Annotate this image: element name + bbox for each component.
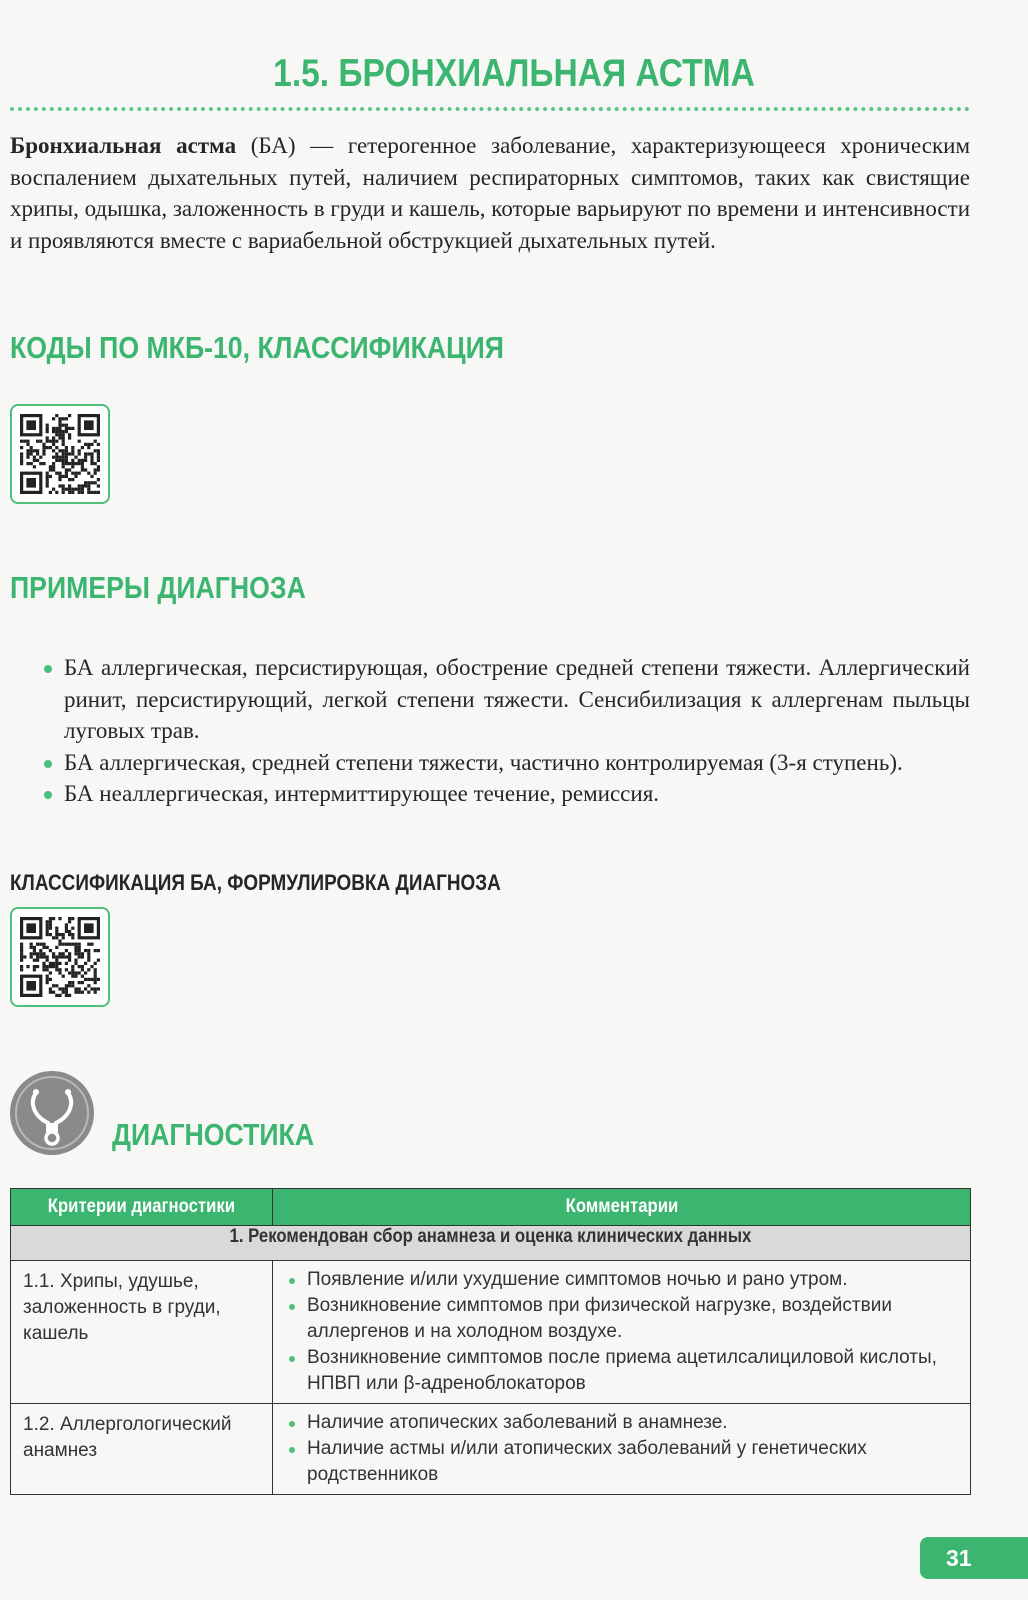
section-heading-classification: КЛАССИФИКАЦИЯ БА, ФОРМУЛИРОВКА ДИАГНОЗА xyxy=(10,870,501,895)
intro-term: Бронхиальная астма xyxy=(10,133,237,158)
header-criteria: Критерии диагностики xyxy=(11,1189,273,1226)
diagnosis-examples-list xyxy=(42,652,970,810)
section-heading-diagnostics: ДИАГНОСТИКА xyxy=(112,1117,315,1152)
comment-item: Наличие атопических заболеваний в анамнезе. xyxy=(285,1410,960,1436)
list-item: БА аллергическая, персистирующая, обострение средней степени тяжести. Аллергический ринит, персистирующий, легкой степени тяжести. Сенсибилизация к аллергенам пыльцы луговых трав. xyxy=(42,652,970,747)
diagnostics-badge xyxy=(10,1071,94,1155)
page-number: 31 xyxy=(920,1537,1028,1579)
qr-code-icd[interactable] xyxy=(10,404,110,504)
comments-cell xyxy=(273,1404,971,1495)
comments-cell xyxy=(273,1261,971,1404)
intro-text: (БА) — гетерогенное заболевание, характеризующееся хроническим воспалением дыхательных путей, наличием респираторных симптомов, таких как свистящие хрипы, одышка, заложенность в груди и кашель, которые варьируют по времени и интенсивности и проявляются вместе с вариабельной обструкцией дыхательных путей. xyxy=(10,133,970,253)
qr-code-icon xyxy=(20,414,100,494)
table-header-row xyxy=(11,1189,971,1226)
criterion-cell: 1.1. Хрипы, удушье, заложенность в груди, кашель xyxy=(11,1261,273,1404)
comment-item: Появление и/или ухудшение симптомов ночью и рано утром. xyxy=(285,1267,960,1293)
comment-item: Возникновение симптомов при физической нагрузке, воздействии аллергенов и на холодном воздухе. xyxy=(285,1293,960,1345)
table-row xyxy=(11,1404,971,1495)
stethoscope-icon xyxy=(10,1071,94,1155)
title-dotted-divider xyxy=(10,107,970,111)
table-row xyxy=(11,1261,971,1404)
diagnostics-table xyxy=(10,1188,971,1495)
group-title: 1. Рекомендован сбор анамнеза и оценка клинических данных xyxy=(11,1226,971,1261)
criterion-cell: 1.2. Аллергологический анамнез xyxy=(11,1404,273,1495)
intro-paragraph xyxy=(10,130,970,256)
section-heading-examples: ПРИМЕРЫ ДИАГНОЗА xyxy=(10,570,306,605)
comment-item: Наличие астмы и/или атопических заболеваний у генетических родственников xyxy=(285,1436,960,1488)
header-comments: Комментарии xyxy=(273,1189,971,1226)
qr-code-classification[interactable] xyxy=(10,907,110,1007)
list-item: БА неаллергическая, интермиттирующее течение, ремиссия. xyxy=(42,778,970,810)
page-title: 1.5. БРОНХИАЛЬНАЯ АСТМА xyxy=(273,52,755,95)
section-heading-icd: КОДЫ ПО МКБ-10, КЛАССИФИКАЦИЯ xyxy=(10,330,504,365)
list-item: БА аллергическая, средней степени тяжести, частично контролируемая (3-я ступень). xyxy=(42,747,970,779)
qr-code-icon xyxy=(20,917,100,997)
comment-item: Возникновение симптомов после приема ацетилсалициловой кислоты, НПВП или β-адреноблокаторов xyxy=(285,1345,960,1397)
table-group-row xyxy=(11,1226,971,1261)
